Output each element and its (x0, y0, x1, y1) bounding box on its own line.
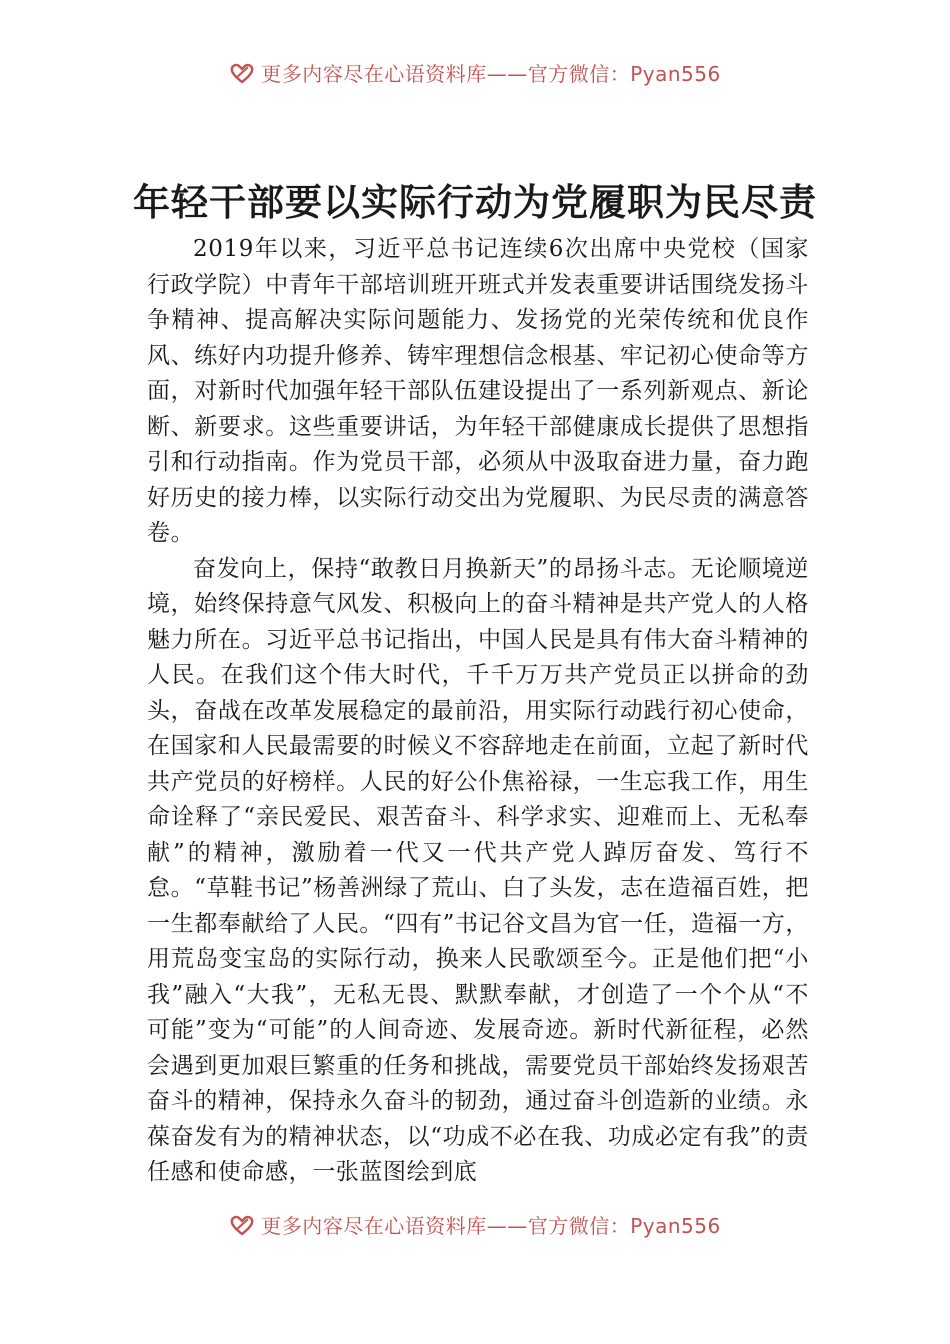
watermark-content (229, 58, 721, 87)
document-body (147, 232, 809, 1207)
heart-logo-icon (229, 61, 255, 85)
watermark-content (229, 1210, 721, 1239)
document-title: 年轻干部要以实际行动为党履职为民尽责 (133, 180, 817, 224)
paragraph-2: 奋发向上，保持“敢教日月换新天”的昂扬斗志。无论顺境逆境，始终保持意气风发、积极向上的奋斗精神是共产党人的人格魅力所在。习近平总书记指出，中国人民是具有伟大奋斗精神的人民。在我们这个伟大时代，千千万万共产党员正以拼命的劲头，奋战在改革发展稳定的最前沿，用实际行动践行初心使命，在国家和人民最需要的时候义不容辞地走在前面，立起了新时代共产党员的好榜样。人民的好公仆焦裕禄，一生忘我工作，用生命诠释了“亲民爱民、艰苦奋斗、科学求实、迎难而上、无私奉献”的精神，激励着一代又一代共产党人踔厉奋发、笃行不怠。“草鞋书记”杨善洲绿了荒山、白了头发，志在造福百姓，把一生都奉献给了人民。“四有”书记谷文昌为官一任，造福一方，用荒岛变宝岛的实际行动，换来人民歌颂至今。正是他们把“小我”融入“大我”，无私无畏、默默奉献，才创造了一个个从“不可能”变为“可能”的人间奇迹、发展奇迹。新时代新征程，必然会遇到更加艰巨繁重的任务和挑战，需要党员干部始终发扬艰苦奋斗的精神，保持永久奋斗的韧劲，通过奋斗创造新的业绩。永葆奋发有为的精神状态，以“功成不必在我、功成必定有我”的责任感和使命感，一张蓝图绘到底 (147, 555, 809, 1185)
header-watermark (0, 54, 950, 88)
watermark-text: 更多内容尽在心语资料库——官方微信：Pyan556 (261, 62, 721, 86)
footer-watermark (0, 1206, 950, 1240)
heart-logo-icon (229, 1213, 255, 1237)
watermark-text: 更多内容尽在心语资料库——官方微信：Pyan556 (261, 1214, 721, 1238)
paragraph-1: 2019年以来，习近平总书记连续6次出席中央党校（国家行政学院）中青年干部培训班开班式并发表重要讲话围绕发扬斗争精神、提高解决实际问题能力、发扬党的光荣传统和优良作风、练好内功提升修养、铸牢理想信念根基、牢记初心使命等方面，对新时代加强年轻干部队伍建设提出了一系列新观点、新论断、新要求。这些重要讲话，为年轻干部健康成长提供了思想指引和行动指南。作为党员干部，必须从中汲取奋进力量，奋力跑好历史的接力棒，以实际行动交出为党履职、为民尽责的满意答卷。 (147, 236, 809, 546)
